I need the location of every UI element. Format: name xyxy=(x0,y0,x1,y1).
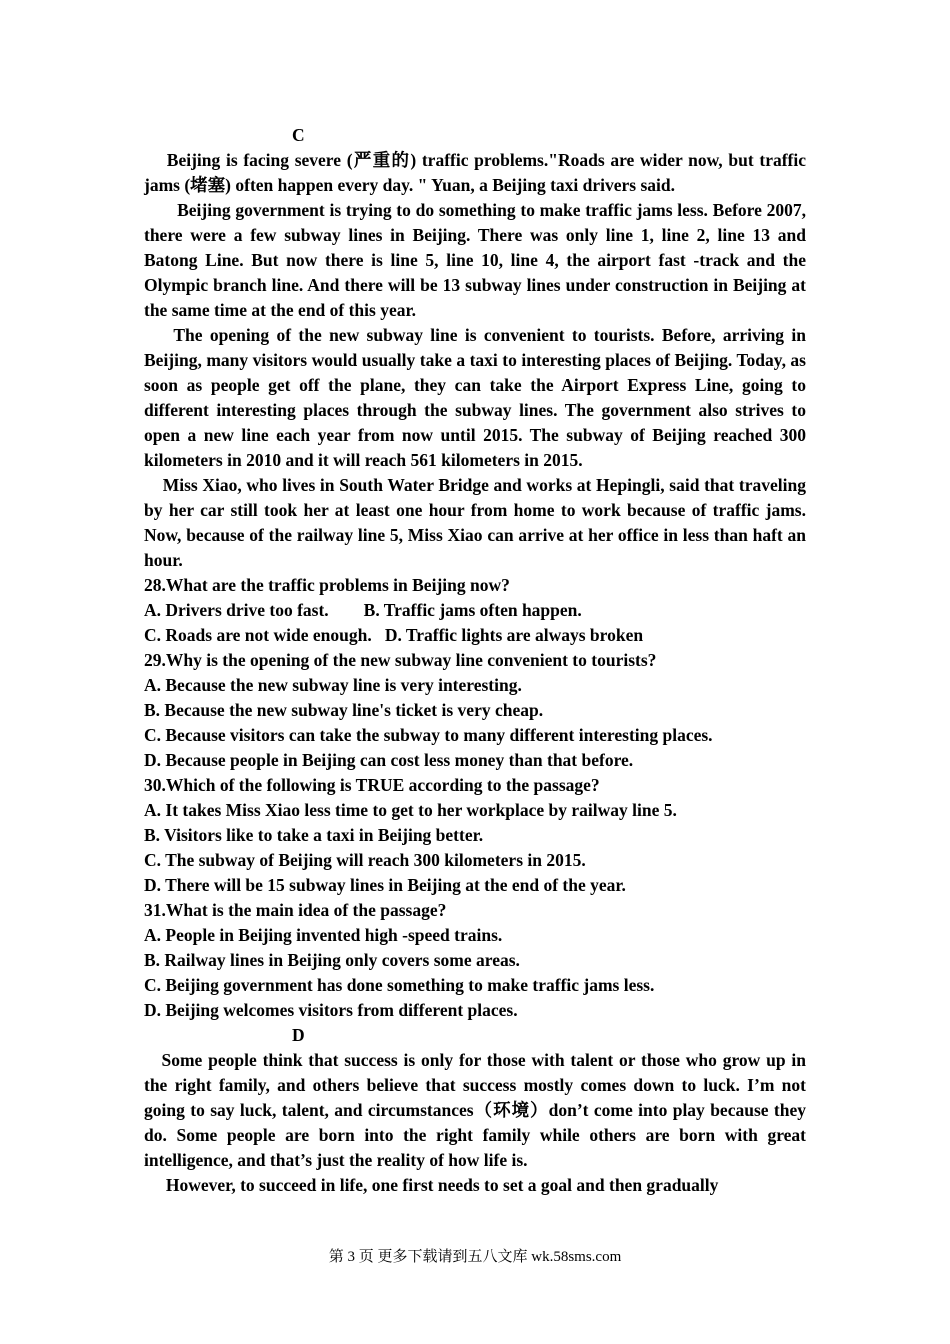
answer-option: D. There will be 15 subway lines in Beijing at the end of the year. xyxy=(144,875,626,895)
answer-option: C. The subway of Beijing will reach 300 kilometers in 2015. xyxy=(144,850,586,870)
answer-option: C. Beijing government has done something to make traffic jams less. xyxy=(144,975,655,995)
answer-option: B. Because the new subway line's ticket is very cheap. xyxy=(144,700,544,720)
section-c-paragraph: Beijing government is trying to do something to make traffic jams less. Before 2007, there were a few subway lines in Beijing. There was only line 1, line 2, line 13 and Batong Line. But now there is line 5, line 10, line 4, the airport fast -track and the Olympic branch line. And there will be 13 subway lines under construction in Beijing at the same time at the end of this year. xyxy=(144,200,806,320)
answer-option: D. Because people in Beijing can cost less money than that before. xyxy=(144,750,634,770)
answer-option: A. It takes Miss Xiao less time to get to her workplace by railway line 5. xyxy=(144,800,677,820)
page-footer: 第 3 页 更多下载请到五八文库 wk.58sms.com xyxy=(328,1249,622,1265)
question-29 xyxy=(144,648,806,773)
question-stem: 31.What is the main idea of the passage? xyxy=(144,900,447,920)
question-31 xyxy=(144,898,806,1023)
answer-option: A. Because the new subway line is very interesting. xyxy=(144,675,522,695)
answer-option: A. People in Beijing invented high -speed trains. xyxy=(144,925,503,945)
answer-option: D. Beijing welcomes visitors from different places. xyxy=(144,1000,518,1020)
section-d-paragraph: Some people think that success is only for those with talent or those who grow up in the right family, and others believe that success mostly comes down to luck. I’m not going to say luck, talent, and circumstances（环境）don’t come into play because they do. Some people are born into the right family while others are born with great intelligence, and that’s just the reality of how life is. xyxy=(144,1050,806,1170)
question-28 xyxy=(144,573,806,648)
section-d-paragraph: However, to succeed in life, one first needs to set a goal and then gradually xyxy=(144,1175,719,1195)
answer-option: B. Visitors like to take a taxi in Beijing better. xyxy=(144,825,484,845)
question-30 xyxy=(144,773,806,898)
question-stem: 29.Why is the opening of the new subway line convenient to tourists? xyxy=(144,650,657,670)
document-body xyxy=(144,123,806,1198)
answer-option: B. Railway lines in Beijing only covers some areas. xyxy=(144,950,520,970)
section-c-paragraph: Miss Xiao, who lives in South Water Bridge and works at Hepingli, said that traveling by her car still took her at least one hour from home to work because of traffic jams. Now, because of the railway line 5, Miss Xiao can arrive at her office in less than haft an hour. xyxy=(144,475,806,570)
section-d-label: D xyxy=(292,1025,305,1045)
question-stem: 28.What are the traffic problems in Beijing now? xyxy=(144,575,510,595)
answer-option: C. Because visitors can take the subway to many different interesting places. xyxy=(144,725,713,745)
question-stem: 30.Which of the following is TRUE according to the passage? xyxy=(144,775,600,795)
section-c-paragraph: The opening of the new subway line is convenient to tourists. Before, arriving in Beijing, many visitors would usually take a taxi to interesting places of Beijing. Today, as soon as people get off the plane, they can take the Airport Express Line, going to different interesting places through the subway lines. The government also strives to open a new line each year from now until 2015. The subway of Beijing reached 300 kilometers in 2010 and it will reach 561 kilometers in 2015. xyxy=(144,325,806,470)
answer-options: C. Roads are not wide enough. D. Traffic lights are always broken xyxy=(144,625,644,645)
answer-options: A. Drivers drive too fast. B. Traffic jams often happen. xyxy=(144,600,582,620)
section-c-label: C xyxy=(292,125,305,145)
section-c-paragraph: Beijing is facing severe (严重的) traffic problems."Roads are wider now, but traffic jams (堵塞) often happen every day. " Yuan, a Beijing taxi drivers said. xyxy=(144,150,806,195)
